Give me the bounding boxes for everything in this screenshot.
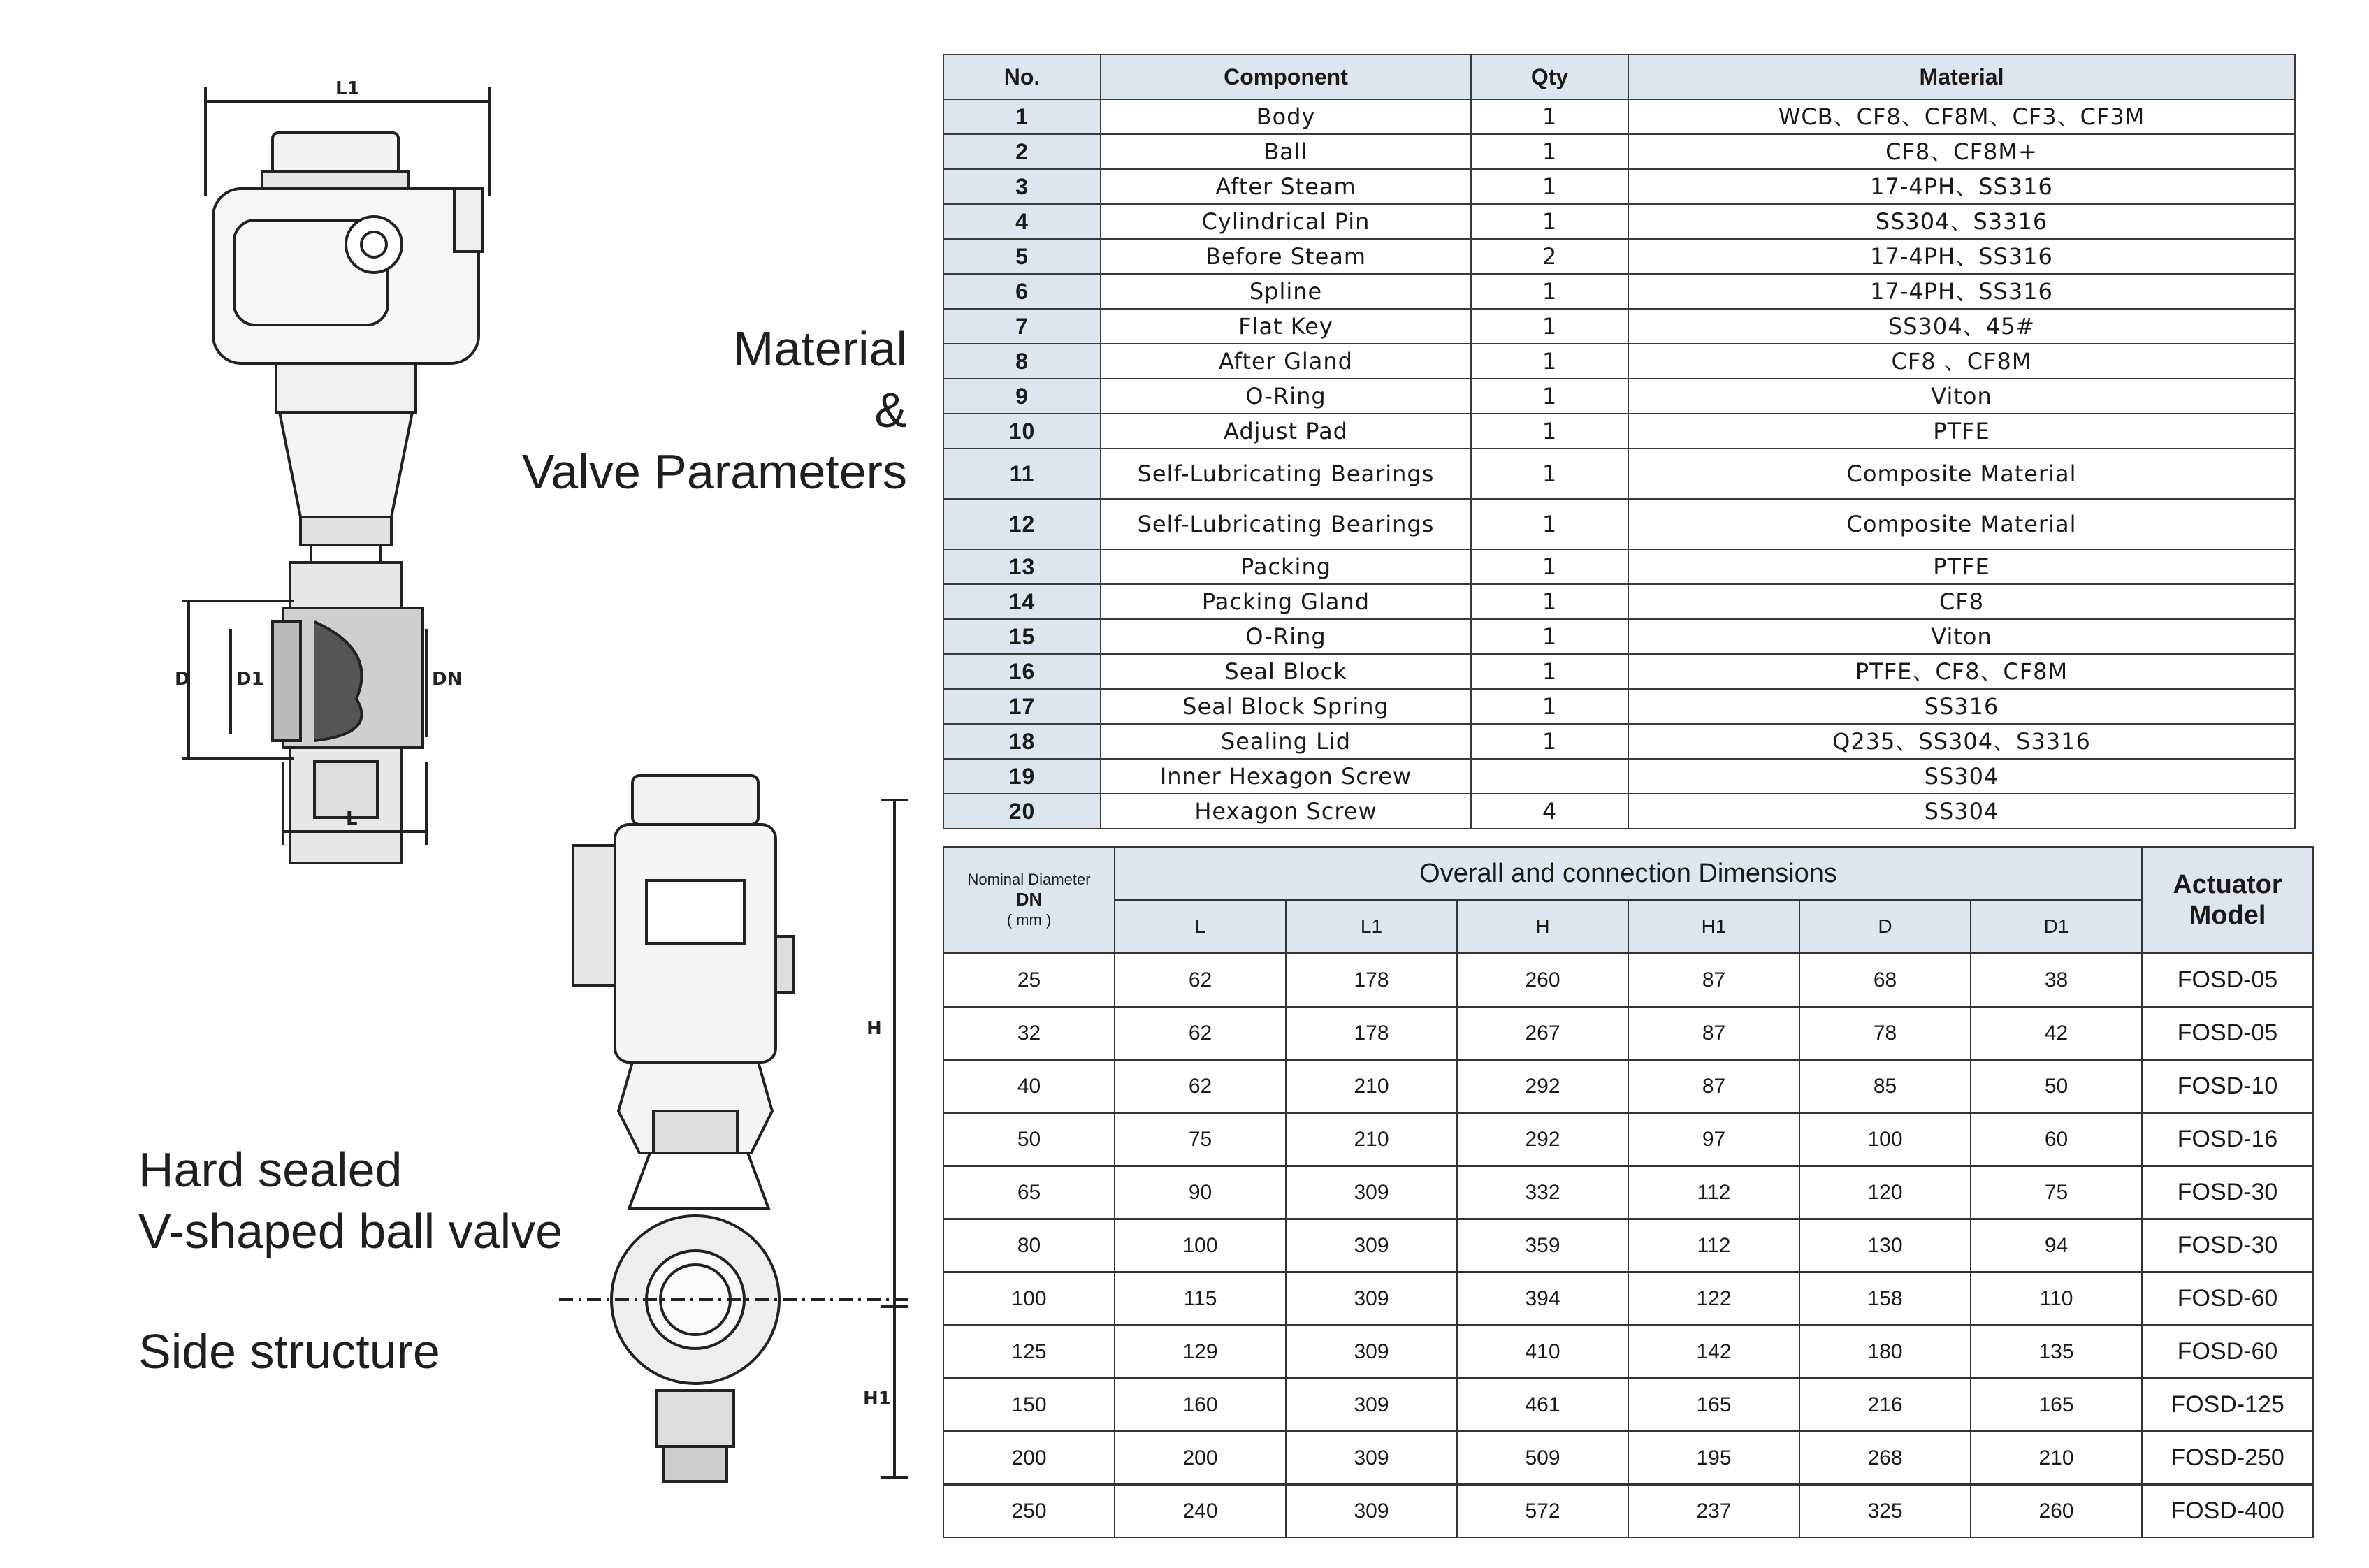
row-no: 11 [943, 449, 1101, 499]
row-component: Adjust Pad [1101, 414, 1471, 449]
row-no: 6 [943, 274, 1101, 309]
table-row [943, 1326, 2313, 1379]
cell-dn: 100 [943, 1272, 1115, 1326]
row-qty: 1 [1471, 379, 1628, 414]
row-qty: 1 [1471, 619, 1628, 654]
cell-l: 200 [1115, 1432, 1286, 1485]
cell-l1: 309 [1286, 1272, 1457, 1326]
row-component: Body [1101, 99, 1471, 134]
dimension-table [943, 846, 2314, 1538]
row-material: CF8、CF8M+ [1628, 134, 2295, 169]
cell-h: 292 [1457, 1113, 1628, 1166]
cell-d: 158 [1799, 1272, 1971, 1326]
table-row [943, 549, 2295, 584]
cell-dn: 65 [943, 1166, 1115, 1219]
table-row [943, 134, 2295, 169]
cell-h1: 112 [1628, 1166, 1799, 1219]
cell-l1: 210 [1286, 1060, 1457, 1113]
row-component: After Steam [1101, 169, 1471, 204]
cell-d1: 165 [1971, 1379, 2142, 1432]
valve-heading [138, 1139, 563, 1262]
table-row [943, 654, 2295, 689]
row-qty: 1 [1471, 499, 1628, 549]
cell-actuator-model: FOSD-250 [2142, 1432, 2313, 1485]
cell-h: 332 [1457, 1166, 1628, 1219]
cell-l: 62 [1115, 1060, 1286, 1113]
cell-l1: 309 [1286, 1166, 1457, 1219]
cell-dn: 40 [943, 1060, 1115, 1113]
table-row [943, 1432, 2313, 1485]
cell-actuator-model: FOSD-125 [2142, 1379, 2313, 1432]
cell-l1: 178 [1286, 1007, 1457, 1060]
header-component: Component [1101, 55, 1471, 99]
cell-h: 292 [1457, 1060, 1628, 1113]
row-material: 17-4PH、SS316 [1628, 169, 2295, 204]
actuator-line1: Actuator [2173, 870, 2282, 899]
row-material: SS304 [1628, 759, 2295, 794]
cell-h: 572 [1457, 1485, 1628, 1538]
header-no: No. [943, 55, 1101, 99]
dimension-subheader-row [943, 900, 2313, 954]
table-row [943, 954, 2313, 1007]
cell-l: 115 [1115, 1272, 1286, 1326]
row-material: 17-4PH、SS316 [1628, 239, 2295, 274]
table-row [943, 99, 2295, 134]
header-h1: H1 [1628, 900, 1799, 954]
header-actuator-model [2142, 847, 2313, 954]
row-qty: 1 [1471, 584, 1628, 619]
row-material: SS304、45# [1628, 309, 2295, 344]
header-d1: D1 [1971, 900, 2142, 954]
row-qty: 1 [1471, 724, 1628, 759]
row-component: O-Ring [1101, 379, 1471, 414]
cell-h1: 165 [1628, 1379, 1799, 1432]
row-qty: 2 [1471, 239, 1628, 274]
table-row [943, 239, 2295, 274]
table-row [943, 344, 2295, 379]
row-qty: 1 [1471, 449, 1628, 499]
cell-h1: 87 [1628, 1007, 1799, 1060]
row-component: After Gland [1101, 344, 1471, 379]
actuator-line2: Model [2189, 901, 2266, 930]
row-component: Cylindrical Pin [1101, 204, 1471, 239]
label-h: H [867, 1018, 882, 1039]
cell-d: 100 [1799, 1113, 1971, 1166]
row-component: Spline [1101, 274, 1471, 309]
cell-dn: 50 [943, 1113, 1115, 1166]
cell-actuator-model: FOSD-30 [2142, 1166, 2313, 1219]
row-material: CF8 、CF8M [1628, 344, 2295, 379]
cell-d1: 50 [1971, 1060, 2142, 1113]
row-material: PTFE [1628, 414, 2295, 449]
cell-h1: 195 [1628, 1432, 1799, 1485]
cell-actuator-model: FOSD-05 [2142, 954, 2313, 1007]
row-no: 5 [943, 239, 1101, 274]
row-material: CF8 [1628, 584, 2295, 619]
table-row [943, 309, 2295, 344]
row-no: 15 [943, 619, 1101, 654]
row-qty: 1 [1471, 689, 1628, 724]
table-row [943, 724, 2295, 759]
cell-h1: 112 [1628, 1219, 1799, 1272]
cell-d: 130 [1799, 1219, 1971, 1272]
cell-l1: 309 [1286, 1432, 1457, 1485]
row-qty: 1 [1471, 204, 1628, 239]
cell-h1: 97 [1628, 1113, 1799, 1166]
row-material: PTFE、CF8、CF8M [1628, 654, 2295, 689]
cell-d1: 135 [1971, 1326, 2142, 1379]
table-row [943, 449, 2295, 499]
row-component: Packing [1101, 549, 1471, 584]
row-qty: 1 [1471, 99, 1628, 134]
row-qty: 1 [1471, 414, 1628, 449]
cell-h1: 122 [1628, 1272, 1799, 1326]
label-dn: DN [432, 669, 463, 690]
cell-dn: 250 [943, 1485, 1115, 1538]
row-no: 9 [943, 379, 1101, 414]
cell-d: 180 [1799, 1326, 1971, 1379]
row-material: 17-4PH、SS316 [1628, 274, 2295, 309]
table-row [943, 1272, 2313, 1326]
cell-d1: 42 [1971, 1007, 2142, 1060]
row-material: Viton [1628, 379, 2295, 414]
row-qty: 1 [1471, 134, 1628, 169]
cell-l1: 309 [1286, 1379, 1457, 1432]
cell-h1: 237 [1628, 1485, 1799, 1538]
cell-h: 394 [1457, 1272, 1628, 1326]
cell-h: 359 [1457, 1219, 1628, 1272]
header-overall-dimensions: Overall and connection Dimensions [1115, 847, 2142, 900]
row-component: Self-Lubricating Bearings [1101, 449, 1471, 499]
cell-actuator-model: FOSD-05 [2142, 1007, 2313, 1060]
cell-dn: 200 [943, 1432, 1115, 1485]
header-nominal-diameter [943, 847, 1115, 954]
cell-l: 129 [1115, 1326, 1286, 1379]
material-heading-line2: & [874, 383, 907, 437]
row-qty [1471, 759, 1628, 794]
table-row [943, 414, 2295, 449]
header-qty: Qty [1471, 55, 1628, 99]
row-no: 14 [943, 584, 1101, 619]
front-section-drawing [147, 70, 580, 866]
row-component: Ball [1101, 134, 1471, 169]
cell-l1: 210 [1286, 1113, 1457, 1166]
material-table [943, 54, 2296, 829]
cell-dn: 32 [943, 1007, 1115, 1060]
row-qty: 1 [1471, 549, 1628, 584]
row-no: 8 [943, 344, 1101, 379]
material-heading-line1: Material [733, 321, 907, 376]
cell-l: 100 [1115, 1219, 1286, 1272]
cell-d1: 210 [1971, 1432, 2142, 1485]
cell-actuator-model: FOSD-10 [2142, 1060, 2313, 1113]
row-material: Q235、SS304、S3316 [1628, 724, 2295, 759]
cell-l1: 178 [1286, 954, 1457, 1007]
valve-heading-line1: Hard sealed [138, 1142, 403, 1197]
cell-dn: 150 [943, 1379, 1115, 1432]
row-no: 1 [943, 99, 1101, 134]
table-row [943, 169, 2295, 204]
cell-h: 267 [1457, 1007, 1628, 1060]
row-qty: 1 [1471, 344, 1628, 379]
table-row [943, 499, 2295, 549]
cell-d: 120 [1799, 1166, 1971, 1219]
cell-l: 62 [1115, 954, 1286, 1007]
label-l1: L1 [335, 78, 360, 99]
nominal-line3: ( mm ) [1006, 911, 1052, 929]
cell-l1: 309 [1286, 1219, 1457, 1272]
cell-actuator-model: FOSD-30 [2142, 1219, 2313, 1272]
row-component: Self-Lubricating Bearings [1101, 499, 1471, 549]
label-d1: D1 [236, 669, 264, 690]
row-no: 2 [943, 134, 1101, 169]
cell-actuator-model: FOSD-60 [2142, 1272, 2313, 1326]
side-view-drawing [517, 748, 936, 1530]
table-row [943, 1007, 2313, 1060]
row-no: 7 [943, 309, 1101, 344]
cell-h: 509 [1457, 1432, 1628, 1485]
cell-d: 268 [1799, 1432, 1971, 1485]
table-row [943, 1219, 2313, 1272]
row-material: Composite Material [1628, 499, 2295, 549]
cell-h1: 87 [1628, 954, 1799, 1007]
cell-l: 160 [1115, 1379, 1286, 1432]
side-structure-heading: Side structure [138, 1324, 440, 1379]
table-row [943, 204, 2295, 239]
cell-actuator-model: FOSD-60 [2142, 1326, 2313, 1379]
material-table-header [943, 55, 2295, 99]
label-d: D [175, 669, 190, 690]
row-qty: 1 [1471, 274, 1628, 309]
material-heading-line3: Valve Parameters [521, 444, 907, 499]
row-no: 18 [943, 724, 1101, 759]
cell-h: 461 [1457, 1379, 1628, 1432]
row-component: Sealing Lid [1101, 724, 1471, 759]
row-qty: 1 [1471, 309, 1628, 344]
row-component: Flat Key [1101, 309, 1471, 344]
cell-dn: 80 [943, 1219, 1115, 1272]
row-material: SS304、S3316 [1628, 204, 2295, 239]
row-no: 13 [943, 549, 1101, 584]
cell-d1: 75 [1971, 1166, 2142, 1219]
table-row [943, 689, 2295, 724]
row-no: 4 [943, 204, 1101, 239]
table-row [943, 379, 2295, 414]
cell-d: 68 [1799, 954, 1971, 1007]
table-row [943, 794, 2295, 829]
table-row [943, 1379, 2313, 1432]
row-component: O-Ring [1101, 619, 1471, 654]
cell-d1: 110 [1971, 1272, 2142, 1326]
cell-l1: 309 [1286, 1326, 1457, 1379]
row-material: Composite Material [1628, 449, 2295, 499]
cell-d1: 94 [1971, 1219, 2142, 1272]
cell-dn: 125 [943, 1326, 1115, 1379]
cell-dn: 25 [943, 954, 1115, 1007]
row-qty: 4 [1471, 794, 1628, 829]
row-material: PTFE [1628, 549, 2295, 584]
table-row [943, 274, 2295, 309]
row-qty: 1 [1471, 169, 1628, 204]
header-material: Material [1628, 55, 2295, 99]
row-component: Before Steam [1101, 239, 1471, 274]
cell-l1: 309 [1286, 1485, 1457, 1538]
row-material: Viton [1628, 619, 2295, 654]
table-row [943, 1113, 2313, 1166]
row-component: Hexagon Screw [1101, 794, 1471, 829]
header-h: H [1457, 900, 1628, 954]
table-row [943, 1060, 2313, 1113]
table-row [943, 1166, 2313, 1219]
table-row [943, 584, 2295, 619]
valve-heading-line2: V-shaped ball valve [138, 1204, 563, 1258]
cell-actuator-model: FOSD-16 [2142, 1113, 2313, 1166]
row-material: SS316 [1628, 689, 2295, 724]
row-no: 3 [943, 169, 1101, 204]
header-l1: L1 [1286, 900, 1457, 954]
cell-d: 78 [1799, 1007, 1971, 1060]
nominal-line2: DN [1015, 889, 1043, 910]
cell-l: 75 [1115, 1113, 1286, 1166]
cell-d1: 60 [1971, 1113, 2142, 1166]
cell-d: 216 [1799, 1379, 1971, 1432]
cell-actuator-model: FOSD-400 [2142, 1485, 2313, 1538]
cell-h1: 142 [1628, 1326, 1799, 1379]
row-no: 10 [943, 414, 1101, 449]
header-l: L [1115, 900, 1286, 954]
cell-d1: 38 [1971, 954, 2142, 1007]
label-h1: H1 [863, 1388, 891, 1409]
cell-l: 62 [1115, 1007, 1286, 1060]
cell-h1: 87 [1628, 1060, 1799, 1113]
nominal-line1: Nominal Diameter [967, 871, 1091, 888]
cell-l: 240 [1115, 1485, 1286, 1538]
row-component: Inner Hexagon Screw [1101, 759, 1471, 794]
table-row [943, 1485, 2313, 1538]
row-no: 12 [943, 499, 1101, 549]
row-material: SS304 [1628, 794, 2295, 829]
header-d: D [1799, 900, 1971, 954]
cell-h: 260 [1457, 954, 1628, 1007]
dimension-header-row [943, 847, 2313, 900]
label-l: L [346, 808, 358, 829]
cell-d1: 260 [1971, 1485, 2142, 1538]
row-no: 17 [943, 689, 1101, 724]
table-row [943, 759, 2295, 794]
row-qty: 1 [1471, 654, 1628, 689]
row-no: 20 [943, 794, 1101, 829]
row-material: WCB、CF8、CF8M、CF3、CF3M [1628, 99, 2295, 134]
table-row [943, 619, 2295, 654]
cell-h: 410 [1457, 1326, 1628, 1379]
row-no: 19 [943, 759, 1101, 794]
row-no: 16 [943, 654, 1101, 689]
cell-d: 325 [1799, 1485, 1971, 1538]
cell-d: 85 [1799, 1060, 1971, 1113]
row-component: Packing Gland [1101, 584, 1471, 619]
row-component: Seal Block [1101, 654, 1471, 689]
cell-l: 90 [1115, 1166, 1286, 1219]
row-component: Seal Block Spring [1101, 689, 1471, 724]
